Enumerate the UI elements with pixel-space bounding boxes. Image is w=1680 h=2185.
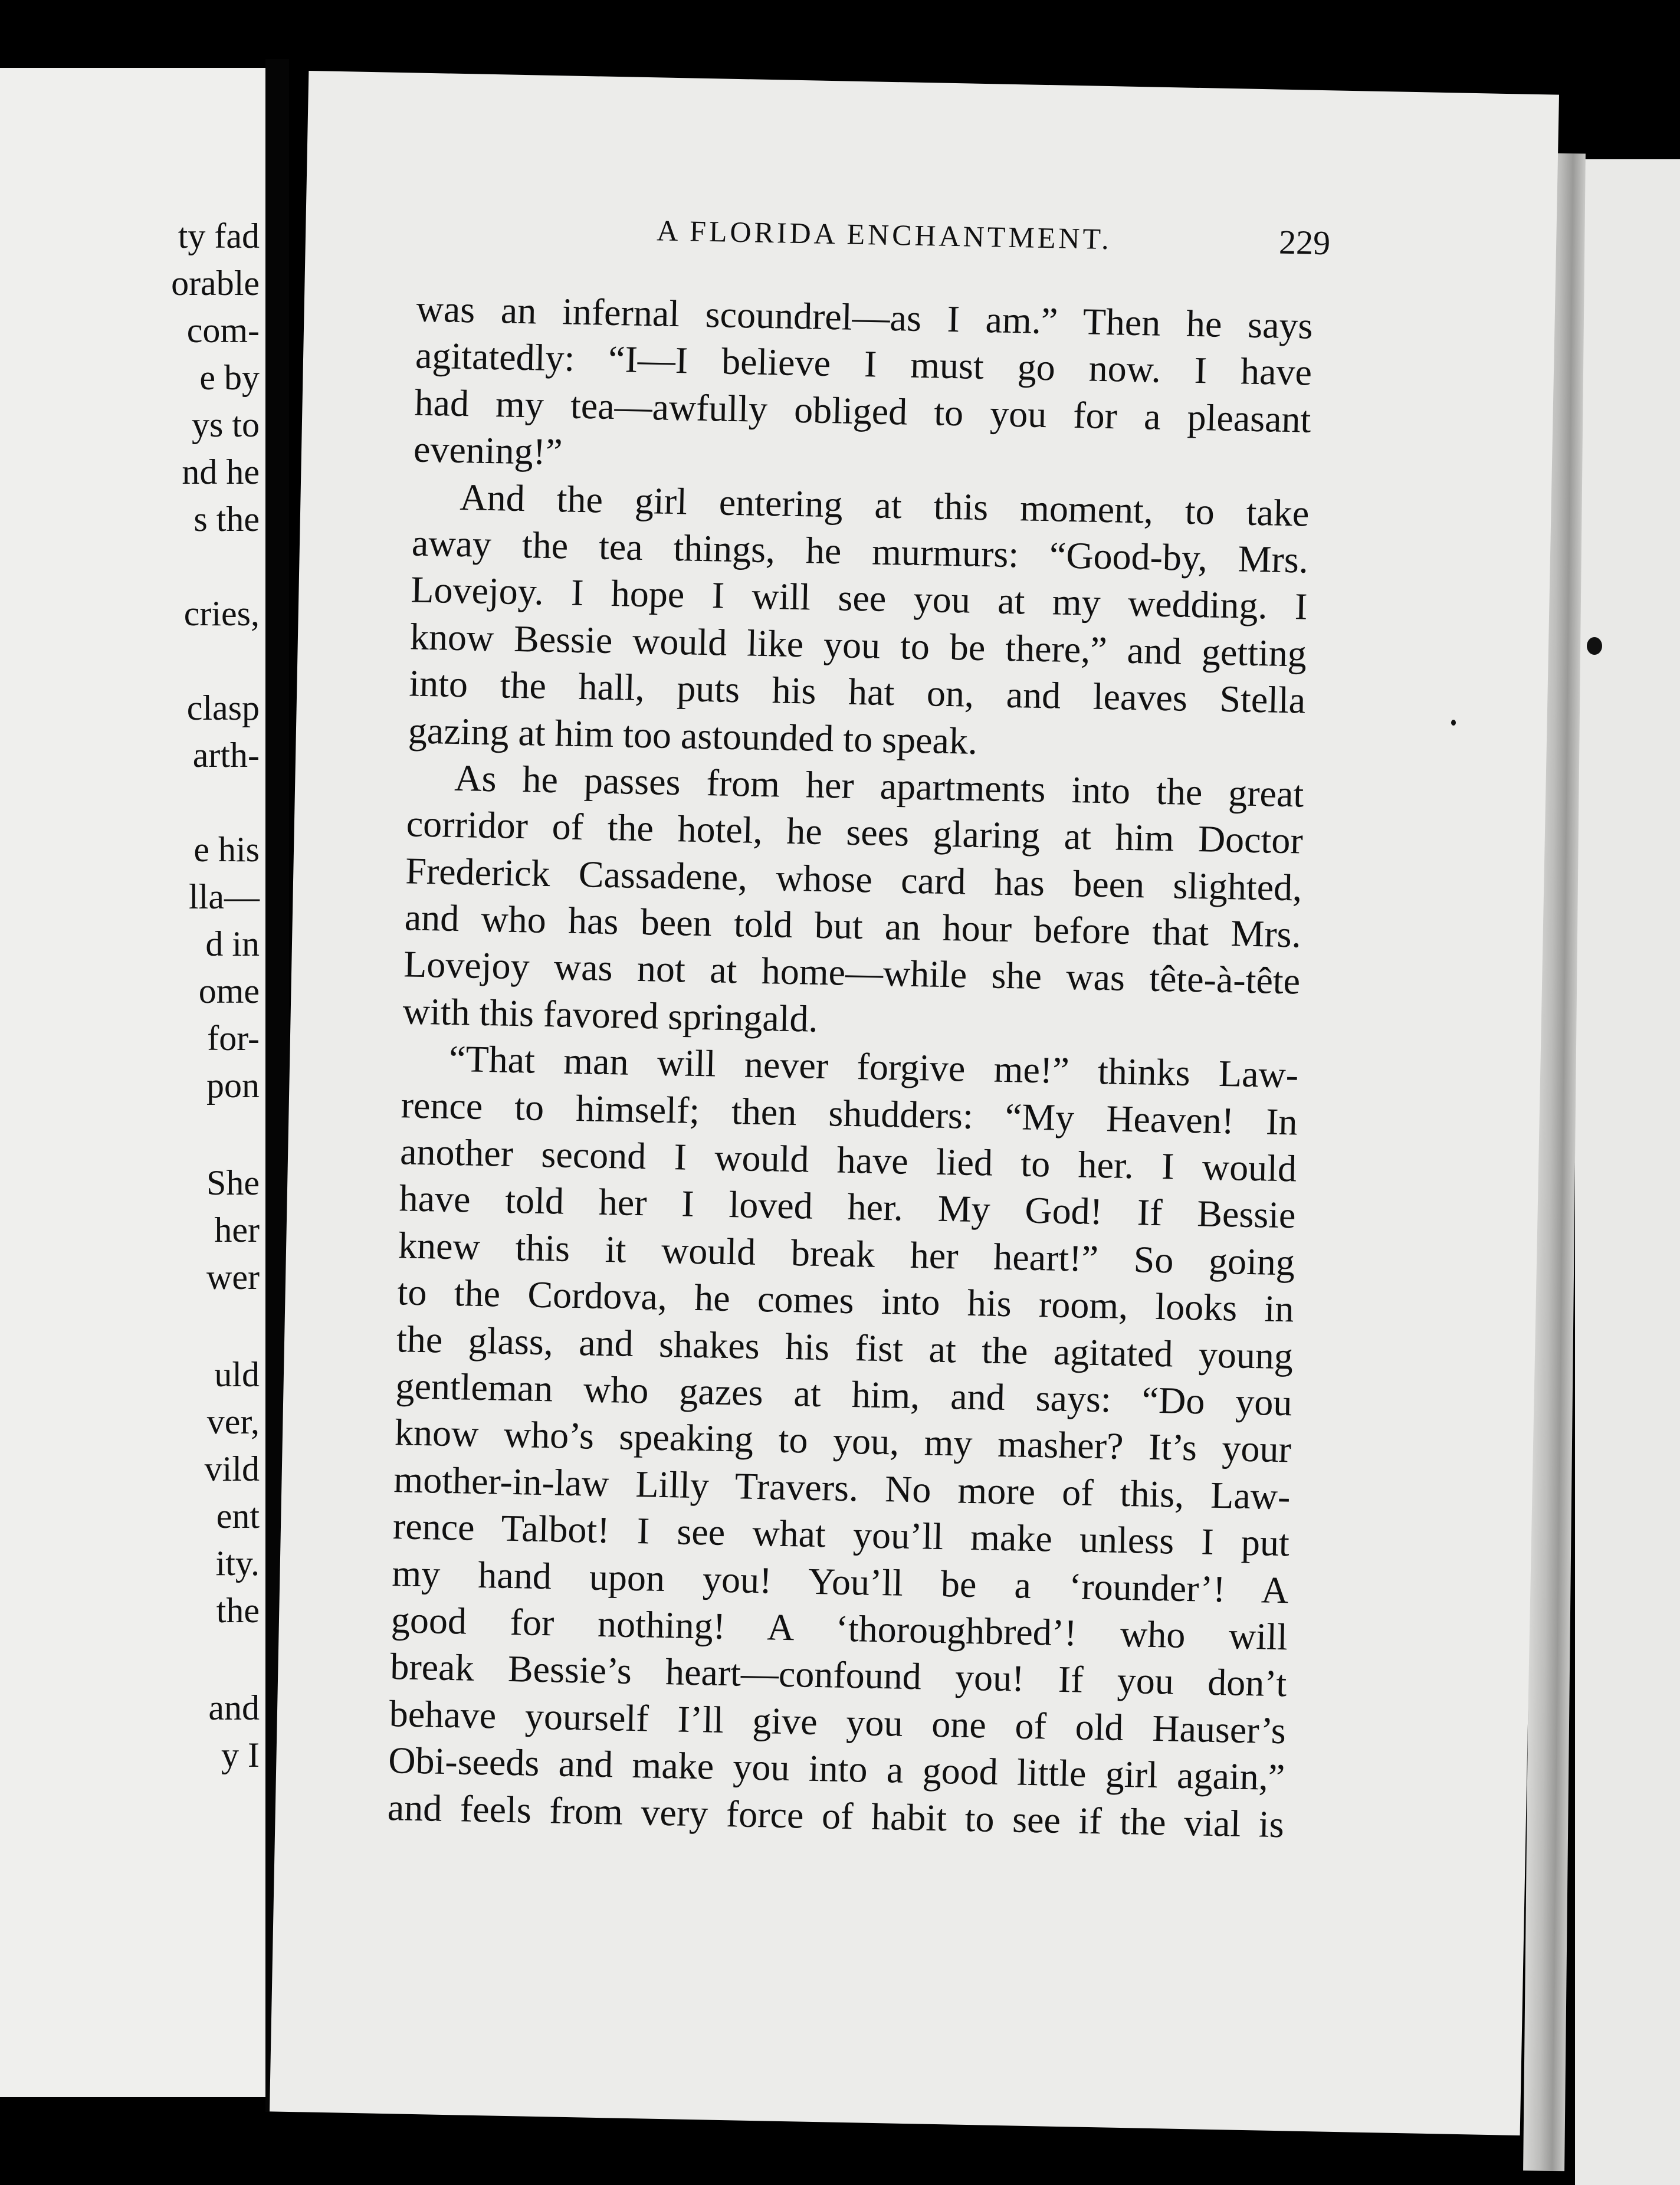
text-line: Frederick Cassadene, whose card has been slighted,: [405, 849, 1302, 909]
text-line: rence Talbot! I see what you’ll make unless I put: [392, 1505, 1290, 1564]
left-page-fragment: vild: [204, 1449, 260, 1488]
text-line: “That man will never forgive me!” thinks Law-: [448, 1038, 1299, 1096]
left-page-fragment: ty fad: [178, 216, 260, 255]
text-line: break Bessie’s heart—confound you! If you don’t: [389, 1645, 1287, 1705]
text-line: to the Cordova, he comes into his room, looks in: [397, 1271, 1295, 1330]
left-page-fragment: ys to: [191, 405, 260, 444]
text-line: corridor of the hotel, he sees glaring at him Doctor: [406, 802, 1304, 862]
text-line: And the girl entering at this moment, to take: [459, 475, 1310, 534]
text-line: my hand upon you! You’ll be a ‘rounder’! A: [391, 1551, 1289, 1611]
text-line: As he passes from her apartments into the great: [454, 756, 1304, 815]
page-number: 229: [1278, 222, 1331, 263]
left-page-fragment: her: [214, 1210, 260, 1249]
left-page-fragment: for-: [207, 1019, 260, 1058]
left-page-fragment: ity.: [215, 1544, 260, 1583]
text-line: the glass, and shakes his fist at the agitated young: [396, 1317, 1294, 1377]
left-page-fragment: s the: [193, 500, 260, 539]
text-line: behave yourself I’ll give you one of old Hauser’s: [389, 1692, 1287, 1751]
text-line: Lovejoy. I hope I will see you at my wedding. I: [410, 568, 1308, 628]
left-page-fragment: nd he: [182, 452, 260, 491]
book-page: [270, 71, 1559, 2135]
text-line: mother-in-law Lilly Travers. No more of this, Law-: [393, 1458, 1291, 1518]
left-page-fragment: com-: [186, 311, 260, 350]
left-page-fragment: the: [216, 1591, 260, 1630]
text-line: was an infernal scoundrel—as I am.” Then he says: [416, 287, 1314, 347]
text-line: rence to himself; then shudders: “My Heaven! In: [401, 1083, 1298, 1143]
left-page-fragment: clasp: [186, 688, 260, 727]
left-page-fragment: lla—: [189, 877, 260, 916]
left-page-fragment: y I: [221, 1735, 260, 1774]
left-page-fragment: cries,: [183, 594, 260, 633]
left-page-fragment: ome: [198, 972, 260, 1011]
left-page-fragment: ver,: [206, 1402, 260, 1441]
text-line: with this favored springald.: [402, 990, 819, 1040]
margin-speck: [1587, 637, 1602, 655]
left-page-fragment: pon: [206, 1066, 260, 1105]
text-line: know Bessie would like you to be there,” and getting: [409, 615, 1307, 675]
left-page-fragment: arth-: [192, 736, 260, 775]
text-line: had my tea—awfully obliged to you for a pleasant: [414, 381, 1312, 441]
text-line: evening!”: [413, 428, 563, 473]
text-line: gazing at him too astounded to speak.: [408, 708, 978, 762]
right-background-page: [1575, 159, 1680, 2185]
left-page-fragment: d in: [205, 924, 260, 963]
text-line: and who has been told but an hour before that Mrs.: [404, 896, 1302, 956]
left-page-fragment: wer: [206, 1258, 260, 1297]
left-facing-page: [0, 68, 265, 2097]
text-line: and feels from very force of habit to see if the vial is: [387, 1786, 1285, 1845]
left-page-fragment: and: [208, 1688, 260, 1727]
left-page-fragment: ent: [216, 1497, 260, 1536]
text-line: away the tea things, he murmurs: “Good-by, Mrs.: [411, 521, 1309, 581]
page-body-text: [387, 286, 1313, 1848]
text-line: another second I would have lied to her. I would: [399, 1130, 1297, 1190]
text-line: have told her I loved her. My God! If Bessie: [399, 1177, 1297, 1236]
text-line: good for nothing! A ‘thoroughbred’! who will: [391, 1599, 1288, 1658]
left-page-fragment: e his: [193, 830, 260, 869]
running-head: A FLORIDA ENCHANTMENT.: [656, 214, 1113, 256]
left-page-fragment: e by: [199, 358, 260, 397]
left-page-fragment: uld: [214, 1355, 260, 1394]
text-line: agitatedly: “I—I believe I must go now. I have: [415, 334, 1312, 394]
text-line: Obi-seeds and make you into a good little girl again,”: [388, 1739, 1285, 1799]
text-line: Lovejoy was not at home—while she was tête-à-tête: [403, 943, 1301, 1002]
text-line: into the hall, puts his hat on, and leaves Stella: [408, 662, 1306, 721]
left-page-fragment: She: [206, 1163, 260, 1202]
margin-speck: [1451, 720, 1456, 726]
text-line: knew this it would break her heart!” So going: [398, 1224, 1295, 1284]
text-line: know who’s speaking to you, my masher? It’s your: [394, 1411, 1292, 1471]
text-line: gentleman who gazes at him, and says: “Do you: [395, 1364, 1293, 1424]
left-page-fragment: orable: [171, 264, 260, 303]
